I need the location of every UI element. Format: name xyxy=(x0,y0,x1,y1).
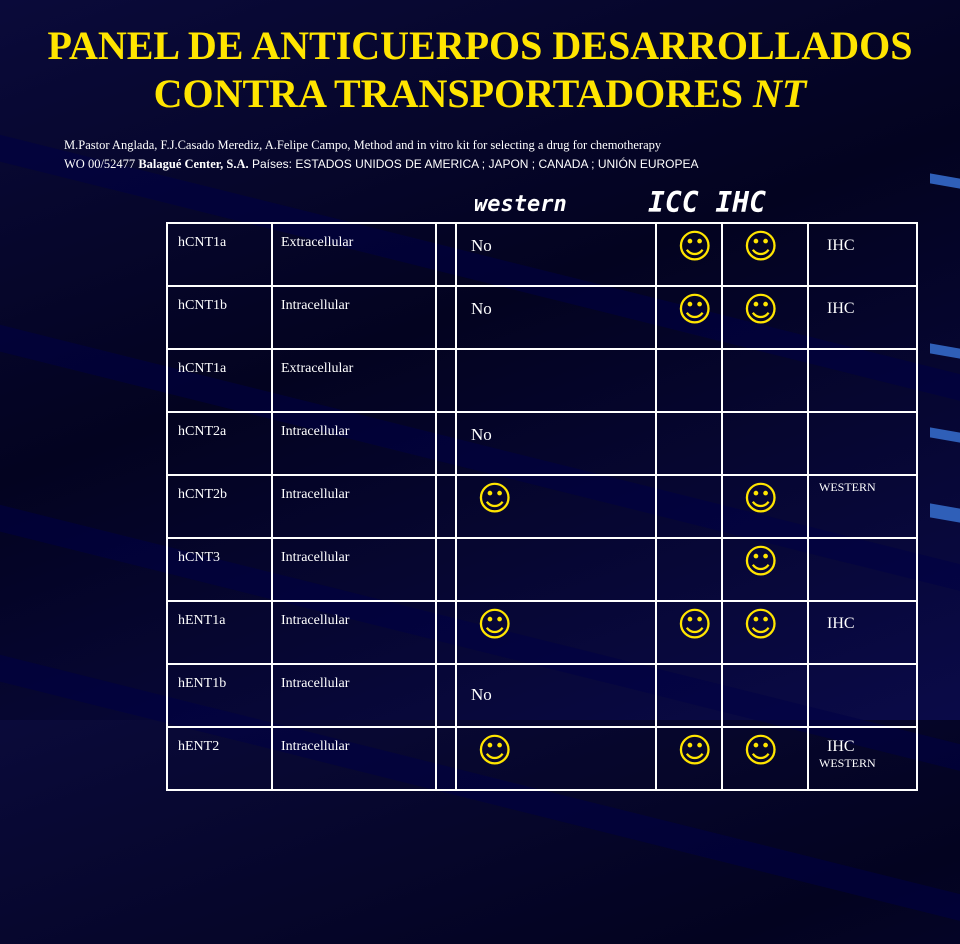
title-line-2: CONTRA TRANSPORTADORES xyxy=(153,71,754,116)
western-cell xyxy=(456,475,656,538)
ihc-cell xyxy=(722,223,808,286)
ihc-cell xyxy=(722,349,808,412)
technique-note-cell xyxy=(808,349,917,412)
icc-cell xyxy=(656,727,722,790)
icc-cell xyxy=(656,475,722,538)
antibody-name: hENT1a xyxy=(167,601,272,664)
icc-smiley-icon: ☺ xyxy=(677,290,713,330)
western-result: No xyxy=(471,425,492,444)
spacer-cell xyxy=(436,727,456,790)
icc-cell xyxy=(656,223,722,286)
reference-patent: WO 00/52477 xyxy=(64,157,139,171)
icc-smiley-icon: ☺ xyxy=(677,605,713,645)
technique-note-cell xyxy=(808,412,917,475)
antibody-name: hENT2 xyxy=(167,727,272,790)
technique-note: IHC xyxy=(827,738,855,755)
header-icc-ihc: ICC IHC xyxy=(648,186,767,219)
technique-note-stack xyxy=(809,728,916,772)
technique-note: IHC xyxy=(827,615,855,632)
spacer-cell xyxy=(436,286,456,349)
western-smiley-icon: ☺ xyxy=(477,731,513,771)
technique-note-cell xyxy=(808,664,917,727)
table-row xyxy=(167,664,917,727)
icc-cell xyxy=(656,664,722,727)
ihc-smiley-icon: ☺ xyxy=(743,290,779,330)
western-cell xyxy=(456,286,656,349)
western-cell xyxy=(456,412,656,475)
antibody-name: hCNT1b xyxy=(167,286,272,349)
technique-note: IHC xyxy=(827,237,855,254)
epitope-location: Intracellular xyxy=(272,601,436,664)
antibody-name: hCNT1a xyxy=(167,223,272,286)
reference-block xyxy=(64,136,699,174)
table-row xyxy=(167,601,917,664)
icc-cell xyxy=(656,412,722,475)
right-accent xyxy=(930,427,960,442)
epitope-location: Intracellular xyxy=(272,412,436,475)
western-result: No xyxy=(471,236,492,255)
ihc-smiley-icon: ☺ xyxy=(743,542,779,582)
technique-note-cell xyxy=(808,538,917,601)
western-result: No xyxy=(471,299,492,318)
western-cell xyxy=(456,664,656,727)
reference-countries: Países: ESTADOS UNIDOS DE AMERICA ; JAPON ; CANADA ; UNIÓN EUROPEA xyxy=(248,157,699,171)
table-row xyxy=(167,538,917,601)
antibody-name: hCNT1a xyxy=(167,349,272,412)
icc-cell xyxy=(656,286,722,349)
icc-cell xyxy=(656,538,722,601)
epitope-location: Intracellular xyxy=(272,475,436,538)
antibody-name: hCNT2a xyxy=(167,412,272,475)
antibody-name: hCNT3 xyxy=(167,538,272,601)
western-cell xyxy=(456,223,656,286)
table-row xyxy=(167,475,917,538)
technique-note-cell xyxy=(808,727,917,790)
right-accent xyxy=(930,503,960,522)
spacer-cell xyxy=(436,538,456,601)
icc-smiley-icon: ☺ xyxy=(677,731,713,771)
epitope-location: Extracellular xyxy=(272,223,436,286)
ihc-cell xyxy=(722,286,808,349)
epitope-location: Intracellular xyxy=(272,664,436,727)
spacer-cell xyxy=(436,223,456,286)
ihc-cell xyxy=(722,601,808,664)
reference-company: Balagué Center, S.A. xyxy=(138,157,249,171)
ihc-smiley-icon: ☺ xyxy=(743,227,779,267)
spacer-cell xyxy=(436,601,456,664)
ihc-cell xyxy=(722,412,808,475)
table-row xyxy=(167,727,917,790)
table-row xyxy=(167,349,917,412)
spacer-cell xyxy=(436,664,456,727)
technique-note-cell xyxy=(808,601,917,664)
table-row xyxy=(167,286,917,349)
antibody-name: hCNT2b xyxy=(167,475,272,538)
ihc-smiley-icon: ☺ xyxy=(743,731,779,771)
reference-authors: M.Pastor Anglada, F.J.Casado Merediz, A.Felipe Campo, Method and in vitro kit for selecting a drug for chemotherapy xyxy=(64,138,662,152)
epitope-location: Intracellular xyxy=(272,727,436,790)
icc-cell xyxy=(656,601,722,664)
spacer-cell xyxy=(436,349,456,412)
western-smiley-icon: ☺ xyxy=(477,479,513,519)
technique-note: IHC xyxy=(827,300,855,317)
page-title xyxy=(0,22,960,118)
western-cell xyxy=(456,349,656,412)
technique-note-cell xyxy=(808,223,917,286)
table-row xyxy=(167,223,917,286)
ihc-cell xyxy=(722,664,808,727)
right-accent xyxy=(930,173,960,188)
technique-note: WESTERN xyxy=(819,480,876,494)
title-line-1: PANEL DE ANTICUERPOS DESARROLLADOS xyxy=(47,23,913,68)
western-result: No xyxy=(471,685,492,704)
spacer-cell xyxy=(436,412,456,475)
technique-note-cell xyxy=(808,286,917,349)
ihc-smiley-icon: ☺ xyxy=(743,479,779,519)
icc-smiley-icon: ☺ xyxy=(677,227,713,267)
spacer-cell xyxy=(436,475,456,538)
epitope-location: Intracellular xyxy=(272,538,436,601)
antibody-table xyxy=(166,222,918,791)
ihc-cell xyxy=(722,538,808,601)
technique-note-sub: WESTERN xyxy=(819,756,876,770)
title-line-2-italic: NT xyxy=(753,71,807,116)
table-row xyxy=(167,412,917,475)
header-western: western xyxy=(474,192,567,217)
ihc-cell xyxy=(722,475,808,538)
right-accent xyxy=(930,343,960,358)
icc-cell xyxy=(656,349,722,412)
western-cell xyxy=(456,601,656,664)
technique-note-cell xyxy=(808,475,917,538)
western-smiley-icon: ☺ xyxy=(477,605,513,645)
epitope-location: Extracellular xyxy=(272,349,436,412)
western-cell xyxy=(456,727,656,790)
ihc-smiley-icon: ☺ xyxy=(743,605,779,645)
epitope-location: Intracellular xyxy=(272,286,436,349)
western-cell xyxy=(456,538,656,601)
ihc-cell xyxy=(722,727,808,790)
antibody-name: hENT1b xyxy=(167,664,272,727)
